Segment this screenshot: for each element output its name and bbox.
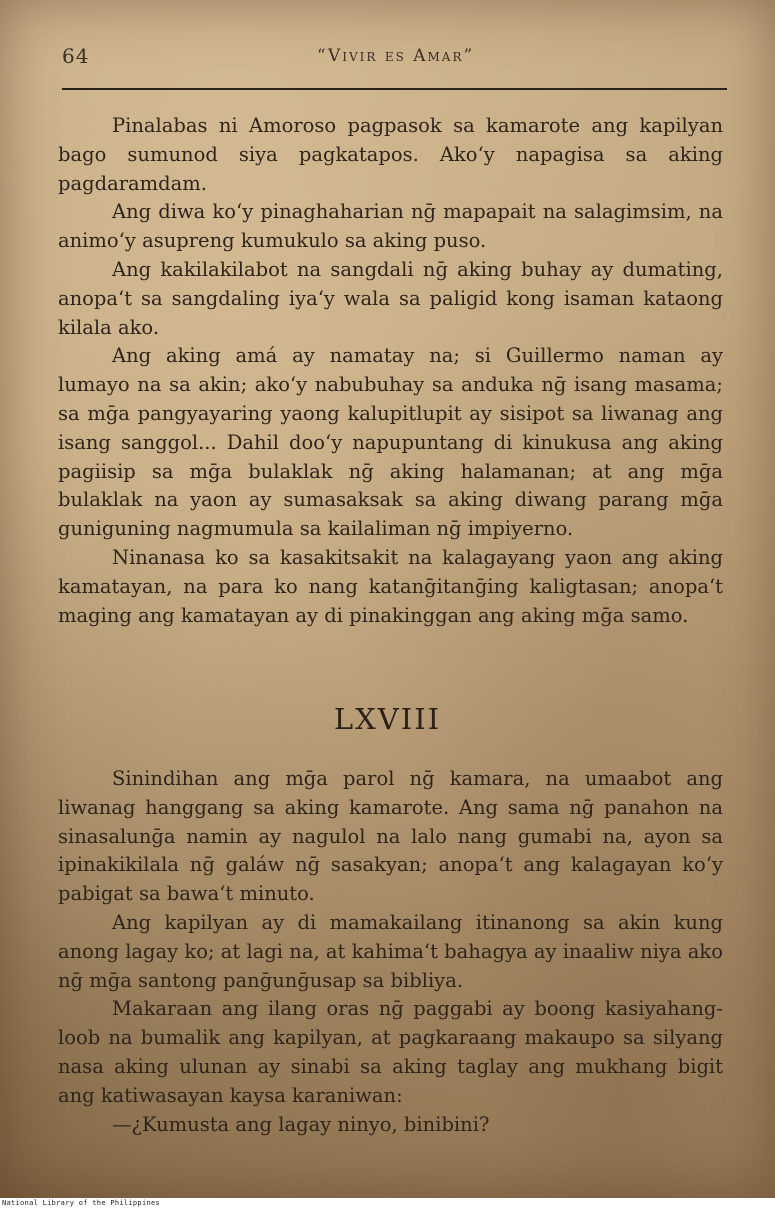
paragraph: Sinindihan ang mḡa parol nḡ kamara, na umaabot ang liwanag hanggang sa aking kamarote. Ang sama nḡ panahon na sinasalunḡa namin ay nagulol na lalo nang gumabi na, ayon sa ipinakikilala nḡ galáw nḡ sasakyan; anopa‘t ang kalagayan ko‘y pabigat sa bawa‘t minuto. [58,767,723,906]
paragraph: Pinalabas ni Amoroso pagpasok sa kamarote ang kapilyan bago sumunod siya pagkatapos. Ako‘y napagisa sa aking pagdaramdam. [58,114,723,195]
text-block-after-chapter [58,765,723,1139]
paragraph: Ang kapilyan ay di mamakailang itinanong sa akin kung anong lagay ko; at lagi na, at kahima‘t bahagya ay inaaliw niya ako nḡ mḡa santong panḡunḡusap sa bibliya. [58,910,723,992]
text-block-before-chapter [58,112,723,630]
paragraph: Ang aking amá ay namatay na; si Guillermo naman ay lumayo na sa akin; ako‘y nabubuhay sa anduka nḡ isang masama; sa mḡa pangyayaring yaong kalupitlupit ay sisipot sa liwanag ang isang sanggol... Dahil doo‘y napupuntang di kinukusa ang aking pagiisip sa mḡa bulaklak nḡ aking halamanan; at ang mḡa bulaklak na yaon ay sumasaksak sa aking diwang parang mḡa guniguning nagmumula sa kailaliman nḡ impiyerno. [58,344,723,541]
paragraph: Ang diwa ko‘y pinaghaharian nḡ mapapait na salagimsim, na animo‘y asupreng kumukulo sa aking puso. [58,200,723,253]
paragraph: Ninanasa ko sa kasakitsakit na kalagayang yaon ang aking kamatayan, na para ko nang katanḡitanḡing kaligtasan; anopa‘t maging ang kamatayan ay di pinakinggan ang aking mḡa samo. [58,545,723,627]
library-credit: National Library of the Philippines [2,1199,161,1207]
running-title: “Vivir es Amar” [316,46,475,66]
page-number: 64 [62,44,90,68]
paragraph: Ang kakilakilabot na sangdali nḡ aking buhay ay dumating, anopa‘t sa sangdaling iya‘y wala sa paligid kong isaman kataong kilala ako. [58,257,723,339]
paragraph: Makaraan ang ilang oras nḡ paggabi ay boong kasiyahang-loob na bumalik ang kapilyan, at pagkaraang makaupo sa silyang nasa aking ulunan ay sinabi sa aking taglay ang mukhang bigit ang katiwasayan kaysa karaniwan: [58,997,723,1107]
paragraph: —¿Kumusta ang lagay ninyo, binibini? [112,1112,490,1136]
page-header [62,44,729,74]
chapter-heading: LXVIII [333,702,442,736]
header-rule [62,88,727,90]
